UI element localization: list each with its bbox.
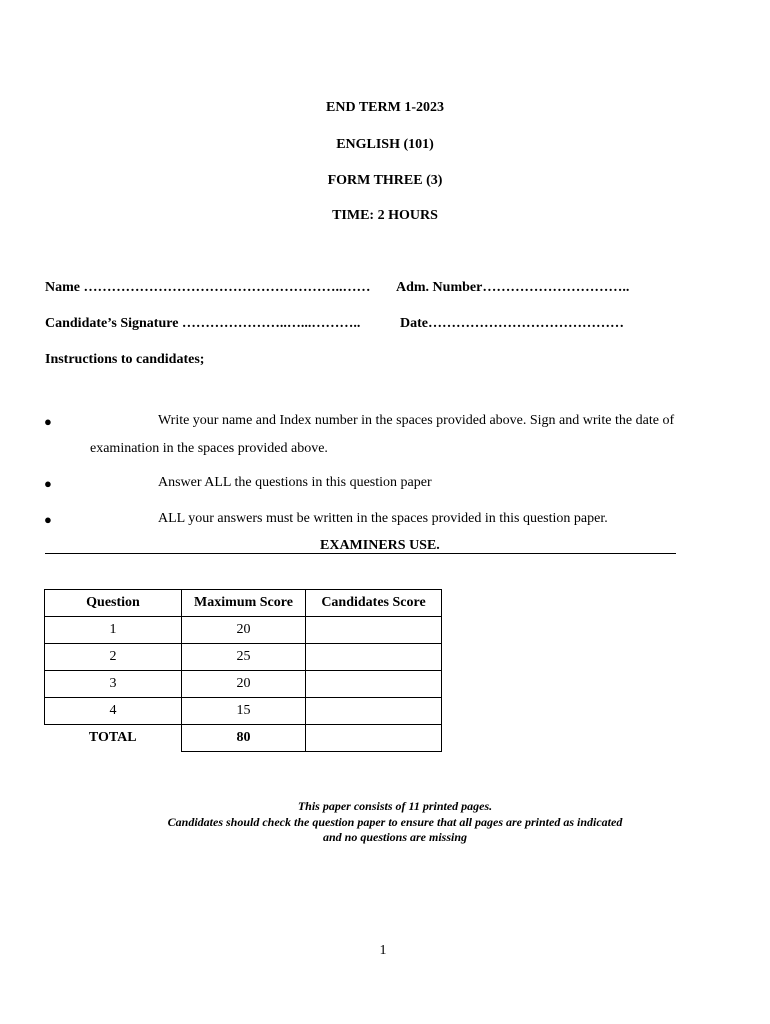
- bullet-icon: ●: [44, 414, 52, 429]
- table-row: [45, 671, 442, 698]
- instruction-item: Answer ALL the questions in this question paper: [158, 475, 432, 490]
- total-label: TOTAL: [88, 730, 137, 746]
- table-row: [45, 617, 442, 644]
- max-score-cell: 25: [182, 644, 306, 671]
- question-cell: 1: [45, 617, 182, 644]
- score-table: [44, 589, 442, 752]
- question-cell: 3: [45, 671, 182, 698]
- question-cell: 4: [45, 698, 182, 725]
- instruction-item: Write your name and Index number in the spaces provided above. Sign and write the date of: [158, 413, 675, 428]
- examiners-use-heading: EXAMINERS USE.: [320, 538, 440, 553]
- candidate-score-cell[interactable]: [306, 698, 442, 725]
- form-title: FORM THREE (3): [327, 173, 443, 188]
- total-max-score: 80: [182, 725, 306, 752]
- max-score-cell: 15: [182, 698, 306, 725]
- bullet-icon: ●: [44, 476, 52, 491]
- max-score-cell: 20: [182, 617, 306, 644]
- header-maximum-score: Maximum Score: [182, 590, 306, 617]
- candidate-score-cell[interactable]: [306, 617, 442, 644]
- bullet-icon: ●: [44, 512, 52, 527]
- header-question: Question: [45, 590, 182, 617]
- exam-title: END TERM 1-2023: [326, 100, 444, 115]
- footer-check-note: Candidates should check the question paper to ensure that all pages are printed as indicated: [167, 815, 623, 829]
- adm-number-field[interactable]: Adm. Number…………………………..: [396, 280, 630, 295]
- footer-pages-note: This paper consists of 11 printed pages.: [297, 799, 493, 813]
- total-candidate-score[interactable]: [306, 725, 442, 752]
- table-header-row: [45, 590, 442, 617]
- subject-title: ENGLISH (101): [336, 137, 434, 152]
- page-number: 1: [379, 943, 387, 958]
- candidate-score-cell[interactable]: [306, 644, 442, 671]
- candidate-score-cell[interactable]: [306, 671, 442, 698]
- table-row: [45, 644, 442, 671]
- signature-field[interactable]: Candidate’s Signature …………………..…...………..: [45, 316, 361, 331]
- header-candidates-score: Candidates Score: [306, 590, 442, 617]
- instruction-item: ALL your answers must be written in the spaces provided in this question paper.: [158, 511, 608, 526]
- name-field[interactable]: Name ………………………………………………..……: [45, 280, 371, 295]
- table-total-row: [45, 725, 442, 752]
- footer-missing-note: and no questions are missing: [322, 830, 468, 844]
- table-row: [45, 698, 442, 725]
- instruction-item-continued: examination in the spaces provided above.: [90, 441, 328, 456]
- question-cell: 2: [45, 644, 182, 671]
- instructions-heading: Instructions to candidates;: [45, 352, 205, 367]
- date-field[interactable]: Date……………………………………: [400, 316, 624, 331]
- max-score-cell: 20: [182, 671, 306, 698]
- time-title: TIME: 2 HOURS: [332, 208, 438, 223]
